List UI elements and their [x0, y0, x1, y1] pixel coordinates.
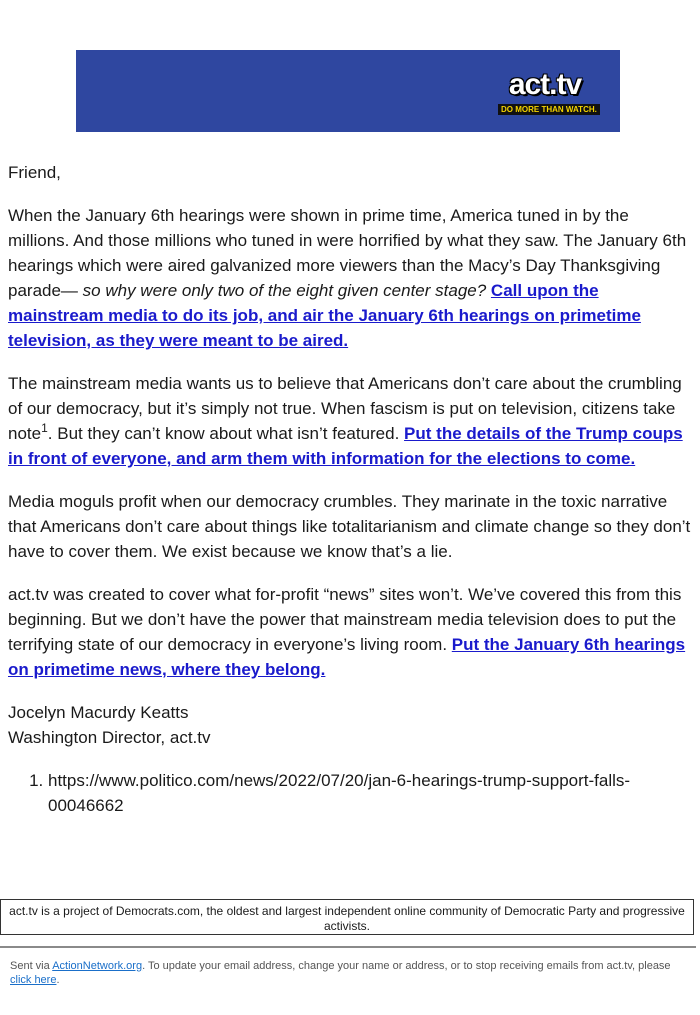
paragraph-2-text-continued: . But they can’t know about what isn’t featured.: [47, 424, 405, 443]
signature: [8, 700, 692, 750]
sent-middle: . To update your email address, change your name or address, or to stop receiving emails from act.tv, please: [142, 960, 671, 972]
signature-name: Jocelyn Macurdy Keatts: [8, 703, 189, 722]
paragraph-1-italic: so why were only two of the eight given center stage?: [82, 281, 487, 300]
sent-suffix: .: [56, 974, 60, 986]
paragraph-1-text: When the January 6th hearings were shown in prime time, America tuned in by the millions. And those millions who tuned in were horrified by what they saw. The January 6th hearings which were aired galvanized more viewers than the Macy’s Day Thanksgiving parade—: [8, 206, 687, 300]
trump-coups-link[interactable]: Put the details of the Trump coups in front of everyone, and arm them with information for the elections to come.: [8, 424, 683, 468]
footer-divider: [0, 946, 696, 948]
signature-title: Washington Director, act.tv: [8, 728, 211, 747]
footnote-item: 1. https://www.politico.com/news/2022/07/20/jan-6-hearings-trump-support-falls-00046662: [48, 768, 692, 818]
footnote-ref: 1: [41, 421, 48, 435]
actionnetwork-link[interactable]: ActionNetwork.org: [52, 960, 143, 972]
email-body: [8, 160, 692, 818]
paragraph-3: Media moguls profit when our democracy crumbles. They marinate in the toxic narrative that Americans don’t care about things like totalitarianism and climate change so they don’t have to cover them. We exist because we know that’s a lie.: [8, 492, 691, 561]
paragraph-2-text: The mainstream media wants us to believe that Americans don’t care about the crumbling of our democracy, but it’s simply not true. When fascism is put on television, citizens take note: [8, 374, 682, 443]
sent-via-footer: [10, 959, 686, 987]
logo-tagline: DO MORE THAN WATCH.: [498, 104, 600, 115]
logo-wordmark: act.tv: [508, 68, 582, 101]
click-here-link[interactable]: click here: [10, 974, 57, 986]
act-tv-logo[interactable]: [498, 68, 597, 117]
paragraph-1: [8, 203, 692, 353]
paragraph-2: [8, 371, 692, 471]
paragraph-4: [8, 582, 692, 682]
about-footer: act.tv is a project of Democrats.com, the oldest and largest independent online community of Democratic Party and progressive activists.: [0, 899, 694, 935]
sent-prefix: Sent via: [10, 960, 53, 972]
paragraph-4-text: act.tv was created to cover what for-profit “news” sites won’t. We’ve covered this from this beginning. But we don’t have the power that mainstream media television does to put the terrifying state of our democracy in everyone’s living room.: [8, 585, 682, 654]
primetime-news-link[interactable]: Put the January 6th hearings on primetime news, where they belong.: [8, 635, 686, 679]
call-upon-media-link[interactable]: Call upon the mainstream media to do its job, and air the January 6th hearings on primetime television, as they were meant to be aired.: [8, 281, 641, 350]
footnotes-list: [8, 768, 692, 818]
header-banner: [76, 50, 620, 132]
greeting: Friend,: [8, 163, 61, 182]
